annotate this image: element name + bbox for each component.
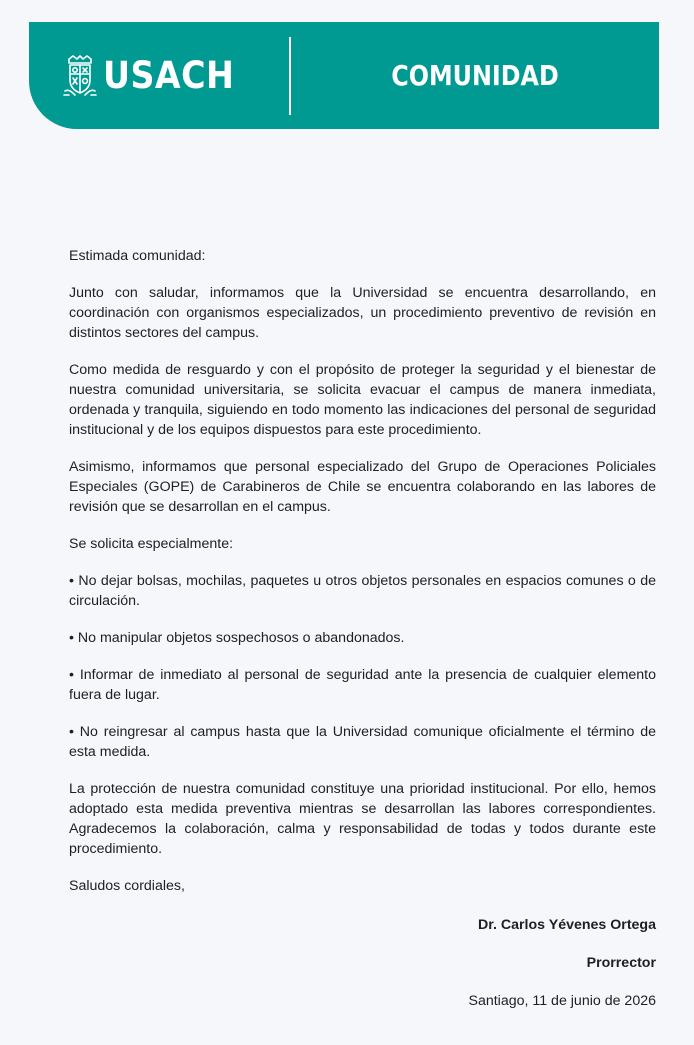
sign-off: Saludos cordiales, [69, 878, 185, 894]
paragraph-gope: Asimismo, informamos que personal especializado del Grupo de Operaciones Policiales Especiales (GOPE) de Carabineros de Chile se encuentra colaborando en las labores de revisión que se desarrollan en el campus. [69, 459, 656, 515]
place-date: Santiago, 11 de junio de 2026 [468, 993, 656, 1009]
usach-logo [63, 52, 249, 100]
signer-title: Prorrector [586, 955, 656, 971]
header-divider [289, 37, 291, 115]
section-title: COMUNIDAD [391, 59, 559, 92]
brand-name: USACH [103, 54, 235, 97]
paragraph-evacuation: Como medida de resguardo y con el propósito de proteger la seguridad y el bienestar de nuestra comunidad universitaria, se solicita evacuar el campus de manera inmediata, ordenada y tranquila, siguiendo en todo momento las indicaciones del personal de seguridad institucional y de los equipos dispuestos para este procedimiento. [69, 362, 656, 438]
announcement-letter [69, 246, 656, 1028]
greeting: Estimada comunidad: [69, 248, 206, 264]
request-item: • Informar de inmediato al personal de seguridad ante la presencia de cualquier elemento fuera de lugar. [69, 667, 656, 703]
requests-intro: Se solicita especialmente: [69, 536, 234, 552]
request-item: • No dejar bolsas, mochilas, paquetes u otros objetos personales en espacios comunes o de circulación. [69, 573, 656, 609]
paragraph-intro: Junto con saludar, informamos que la Universidad se encuentra desarrollando, en coordinación con organismos especializados, un procedimiento preventivo de revisión en distintos sectores del campus. [69, 285, 656, 341]
paragraph-closing: La protección de nuestra comunidad constituye una prioridad institucional. Por ello, hemos adoptado esta medida preventiva mientras se desarrollan las labores correspondientes. Agradecemos la colaboración, calma y responsabilidad de todas y todos durante este procedimiento. [69, 781, 656, 857]
header-banner [29, 22, 659, 129]
request-item: • No manipular objetos sospechosos o abandonados. [69, 630, 405, 646]
request-item: • No reingresar al campus hasta que la Universidad comunique oficialmente el término de esta medida. [69, 724, 656, 760]
university-crest-icon [63, 54, 97, 98]
signer-name: Dr. Carlos Yévenes Ortega [478, 917, 656, 933]
